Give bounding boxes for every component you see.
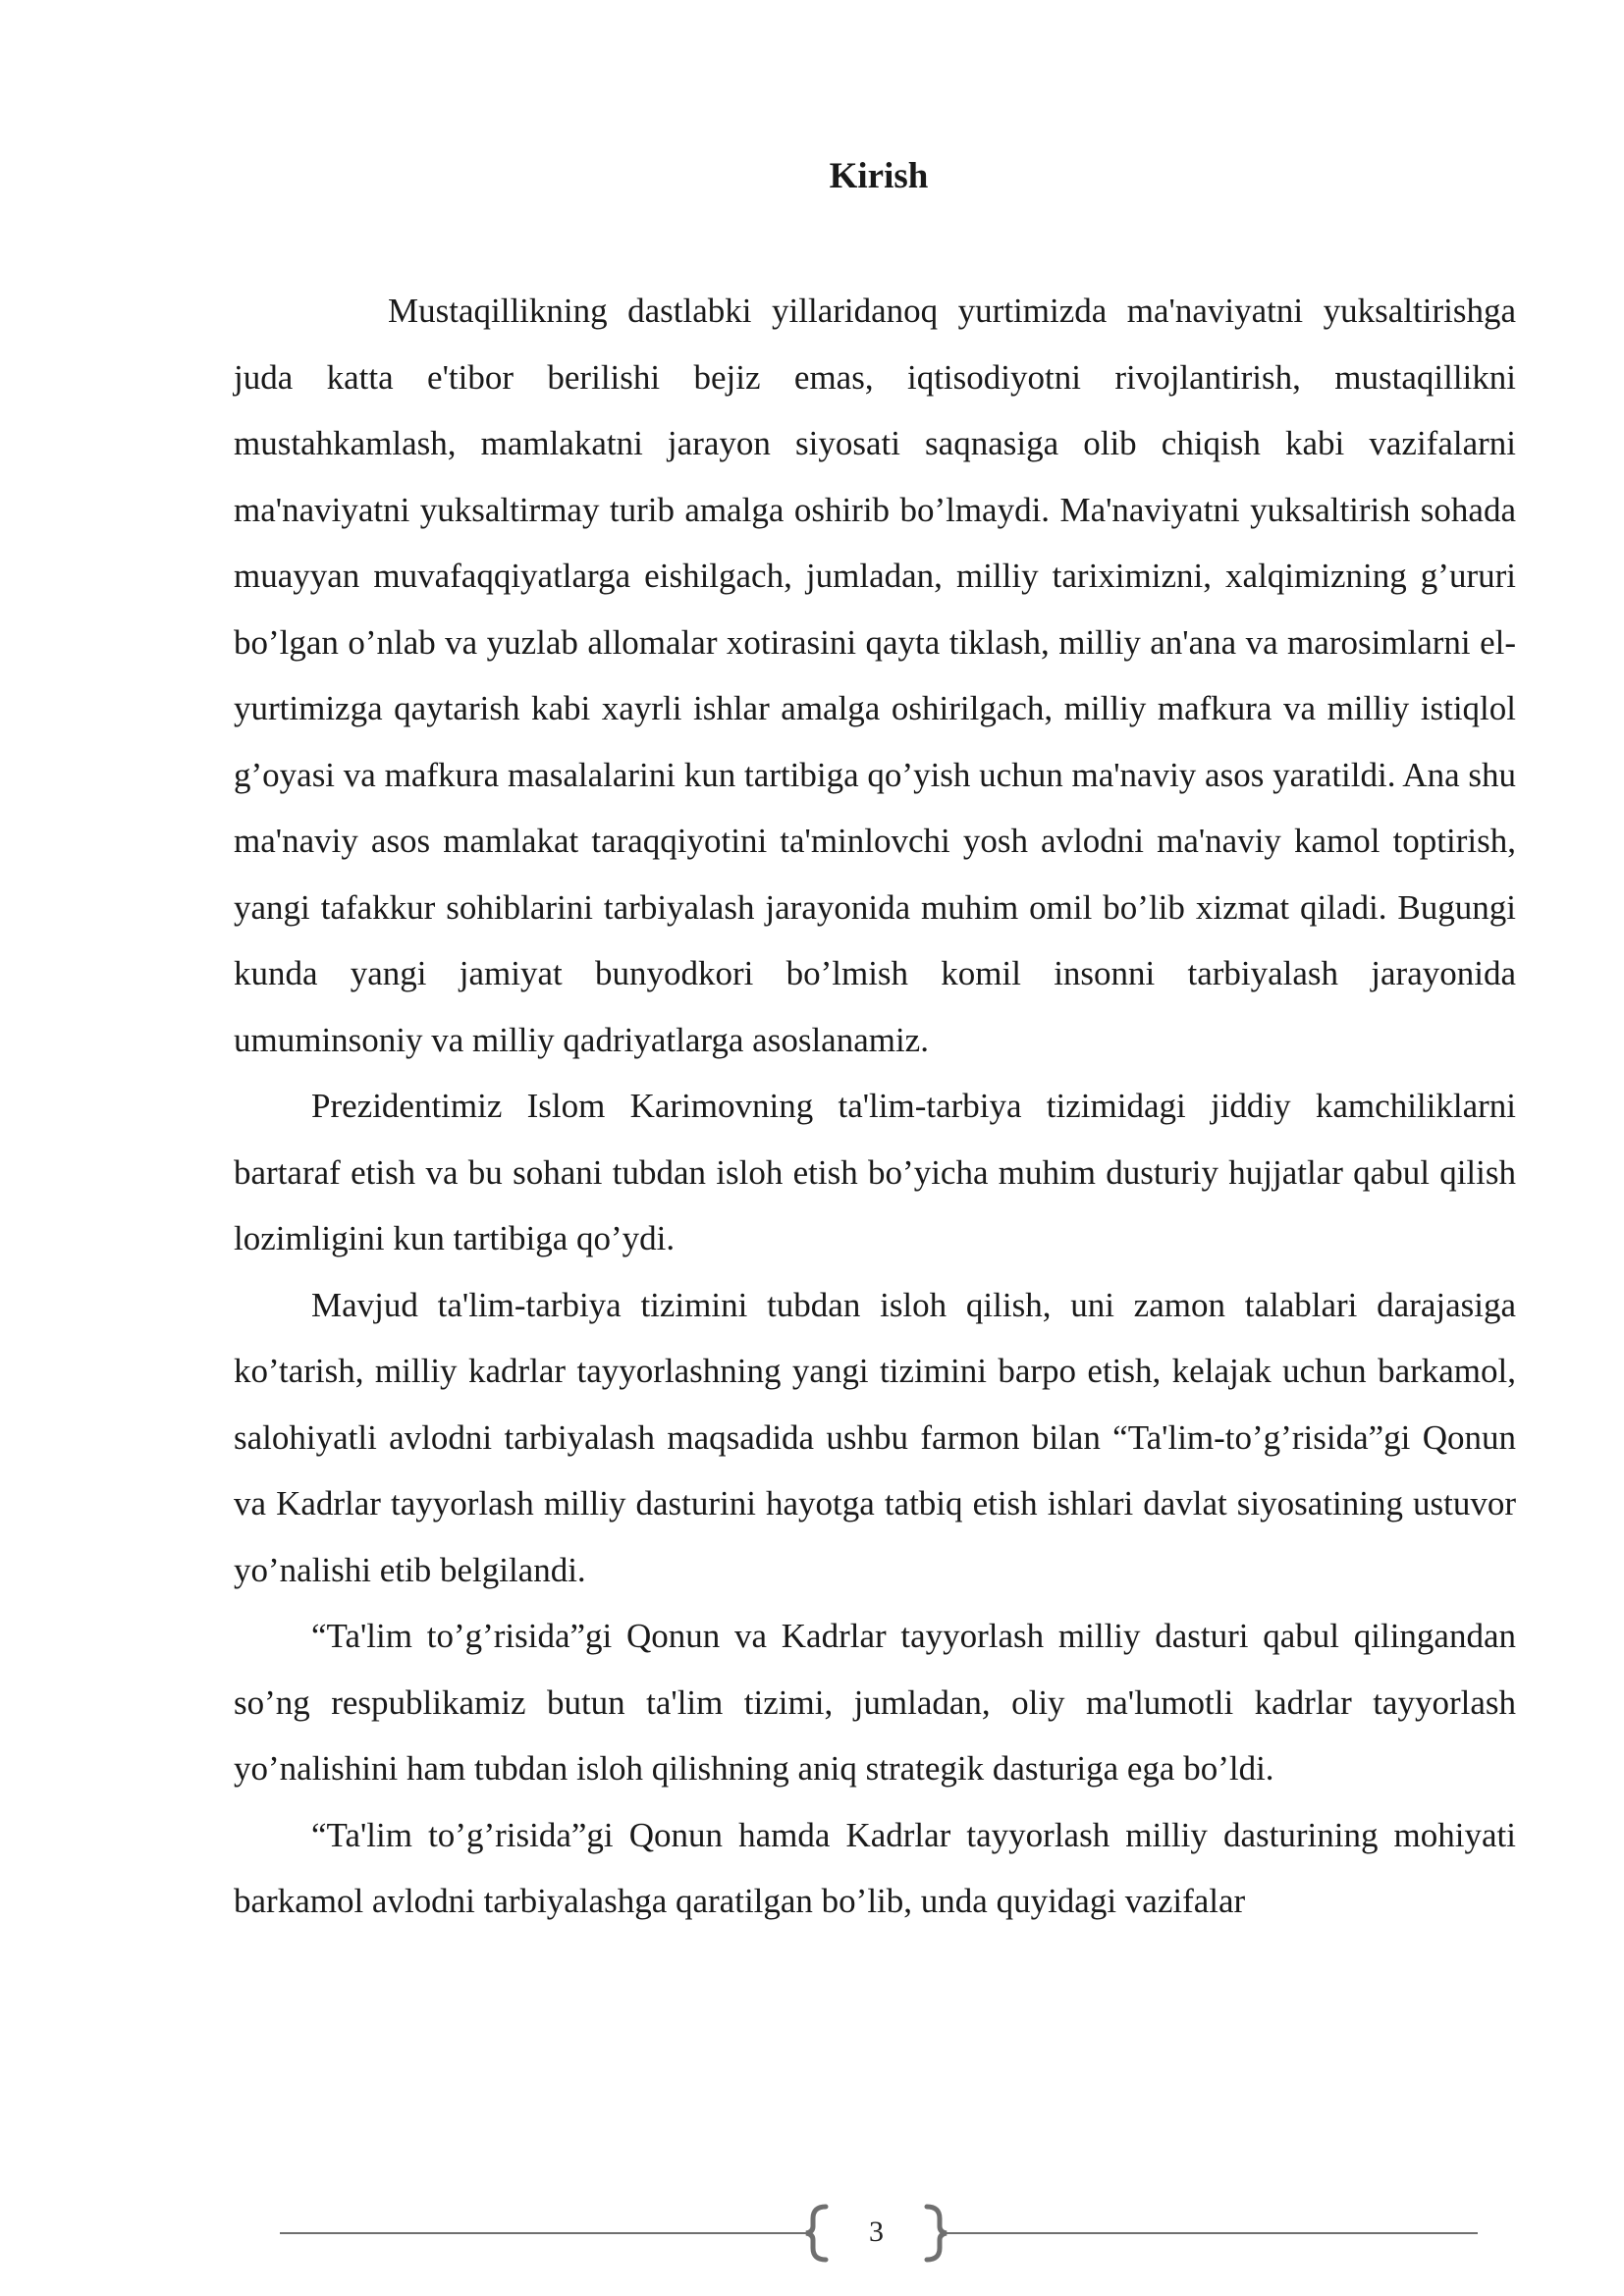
paragraph-3: Mavjud ta'lim-tarbiya tizimini tubdan isloh qilish, uni zamon talablari darajasiga ko’tarish, milliy kadrlar tayyorlashning yangi tizimini barpo etish, kelajak uchun barkamol, salohiyatli avlodni tarbiyalash maqsadida ushbu farmon bilan “Ta'lim-to’g’risida”gi Qonun va Kadrlar tayyorlash milliy dasturini hayotga tatbiq etish ishlari davlat siyosatining ustuvor yo’nalishi etib belgilandi. (234, 1285, 1516, 1589)
paragraph-1: Mustaqillikning dastlabki yillaridanoq yurtimizda ma'naviyatni yuksaltirishga juda katta e'tibor berilishi bejiz emas, iqtisodiyotni rivojlantirish, mustaqillikni mustahkamlash, mamlakatni jarayon siyosati saqnasiga olib chiqish kabi vazifalarni ma'naviyatni yuksaltirmay turib amalga oshirib bo’lmaydi. Ma'naviyatni yuksaltirish sohada muayyan muvafaqqiyatlarga eishilgach, jumladan, milliy tariximizni, xalqimizning g’ururi bo’lgan o’nlab va yuzlab allomalar xotirasini qayta tiklash, milliy an'ana va marosimlarni el-yurtimizga qaytarish kabi xayrli ishlar amalga oshirilgach, milliy mafkura va milliy istiqlol g’oyasi va mafkura masalalarini kun tartibiga qo’yish uchun ma'naviy asos yaratildi. Ana shu ma'naviy asos mamlakat taraqqiyotini ta'minlovchi yosh avlodni ma'naviy kamol toptirish, yangi tafakkur sohiblarini tarbiyalash jarayonida muhim omil bo’lib xizmat qiladi. Bugungi kunda yangi jamiyat bunyodkori bo’lmish komil insonni tarbiyalash jarayonida umuminsoniy va milliy qadriyatlarga asoslanamiz. (234, 292, 1516, 1059)
page-footer (280, 2199, 1478, 2268)
page-number: 3 (869, 2216, 884, 2248)
paragraph-5: “Ta'lim to’g’risida”gi Qonun hamda Kadrlar tayyorlash milliy dasturining mohiyati barkamol avlodni tarbiyalashga qaratilgan bo’lib, unda quyidagi vazifalar (234, 1815, 1516, 1920)
footer-rule-right (943, 2232, 1478, 2234)
page-title: Kirish (829, 156, 929, 196)
paragraph-4: “Ta'lim to’g’risida”gi Qonun va Kadrlar tayyorlash milliy dasturi qabul qilingandan so’ng respublikamiz butun ta'lim tizimi, jumladan, oliy ma'lumotli kadrlar tayyorlash yo’nalishini ham tubdan isloh qilishning aniq strategik dasturiga ega bo’ldi. (234, 1617, 1516, 1788)
paragraph-2: Prezidentimiz Islom Karimovning ta'lim-tarbiya tizimidagi jiddiy kamchiliklarni bartaraf etish va bu sohani tubdan isloh etish bo’yicha muhim dusturiy hujjatlar qabul qilish lozimligini kun tartibiga qo’ydi. (234, 1087, 1516, 1257)
body-text (234, 278, 1516, 1935)
